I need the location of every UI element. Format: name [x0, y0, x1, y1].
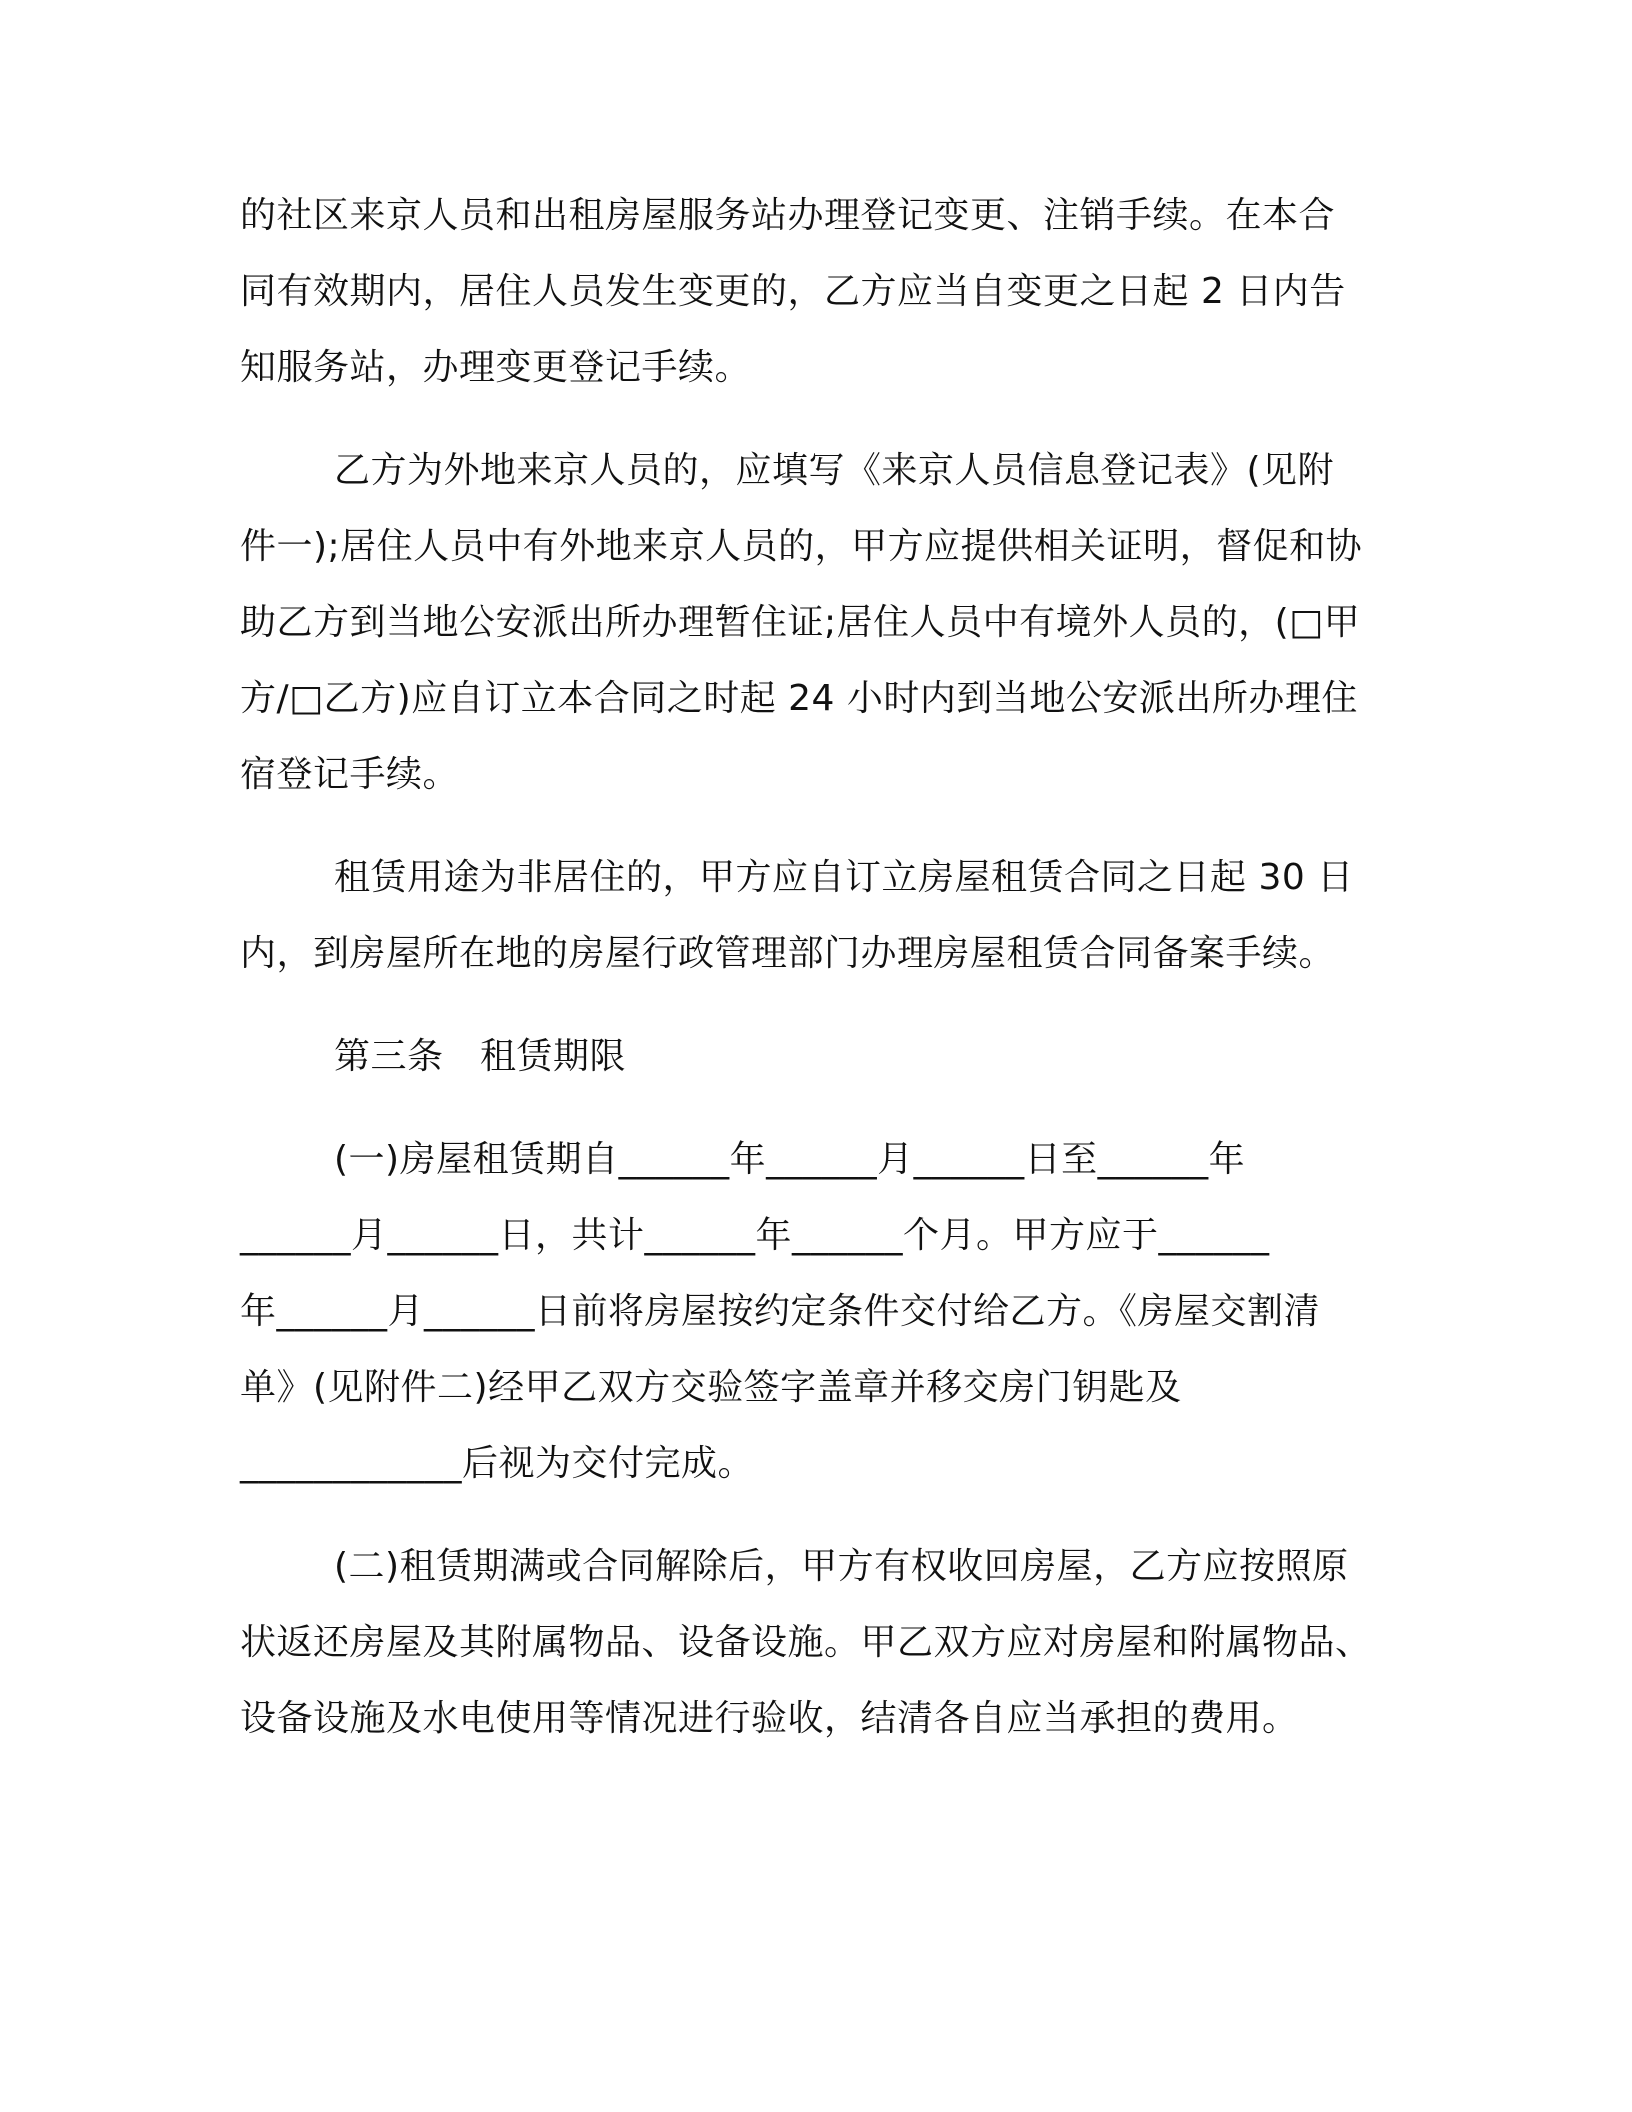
paragraph-4-line-3: 年______月______日前将房屋按约定条件交付给乙方。《房屋交割清	[240, 1291, 1321, 1332]
paragraph-5-line-3: 设备设施及水电使用等情况进行验收，结清各自应当承担的费用。	[240, 1698, 1299, 1739]
paragraph-4-line-2: ______月______日，共计______年______个月。甲方应于______	[240, 1215, 1270, 1256]
paragraph-2-line-2: 件一);居住人员中有外地来京人员的，甲方应提供相关证明，督促和协	[240, 526, 1363, 567]
paragraph-2-line-4: 方/□乙方)应自订立本合同之时起 24 小时内到当地公安派出所办理住	[240, 678, 1358, 719]
paragraph-2-line-1: 乙方为外地来京人员的，应填写《来京人员信息登记表》(见附	[334, 450, 1335, 491]
paragraph-1-line-1: 的社区来京人员和出租房屋服务站办理登记变更、注销手续。在本合	[240, 195, 1336, 236]
paragraph-1-line-2: 同有效期内，居住人员发生变更的，乙方应当自变更之日起 2 日内告	[240, 271, 1346, 312]
paragraph-2-line-5: 宿登记手续。	[240, 754, 460, 795]
paragraph-2-line-3: 助乙方到当地公安派出所办理暂住证;居住人员中有境外人员的，(□甲	[240, 602, 1361, 643]
paragraph-3-line-1: 租赁用途为非居住的，甲方应自订立房屋租赁合同之日起 30 日	[334, 857, 1354, 898]
paragraph-4-line-1: (一)房屋租赁期自______年______月______日至______年	[334, 1139, 1246, 1180]
paragraph-4-line-4: 单》(见附件二)经甲乙双方交验签字盖章并移交房门钥匙及	[240, 1367, 1182, 1408]
paragraph-3-line-2: 内，到房屋所在地的房屋行政管理部门办理房屋租赁合同备案手续。	[240, 933, 1336, 974]
paragraph-5-line-1: (二)租赁期满或合同解除后，甲方有权收回房屋，乙方应按照原	[334, 1546, 1349, 1587]
section-heading: 第三条 租赁期限	[334, 1036, 627, 1077]
paragraph-1-line-3: 知服务站，办理变更登记手续。	[240, 347, 752, 388]
paragraph-4-line-5: ____________后视为交付完成。	[240, 1443, 755, 1484]
paragraph-5-line-2: 状返还房屋及其附属物品、设备设施。甲乙双方应对房屋和附属物品、	[240, 1622, 1372, 1663]
